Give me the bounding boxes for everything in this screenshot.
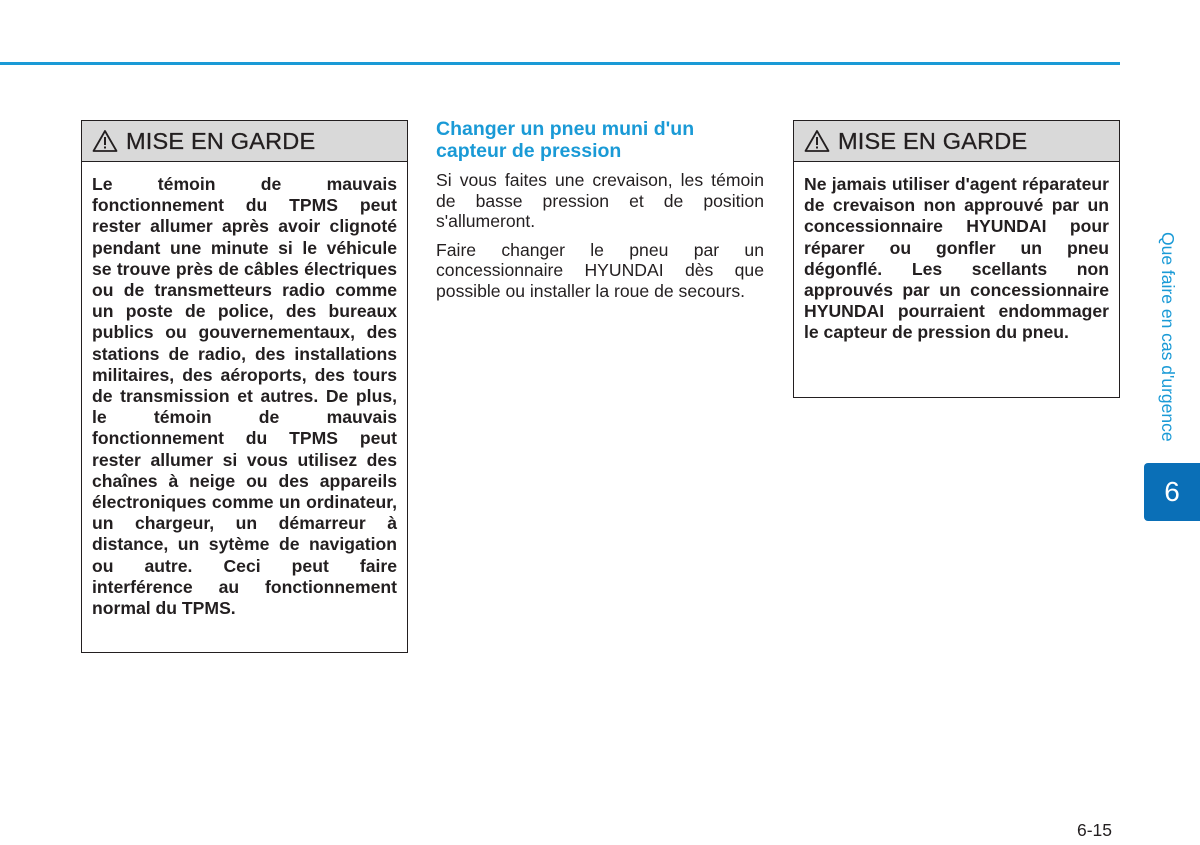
section-body — [436, 170, 764, 310]
header-rule — [0, 62, 1120, 65]
page-number: 6-15 — [1077, 820, 1113, 840]
warning-title: MISE EN GARDE — [838, 127, 1028, 154]
warning-box-right — [793, 120, 1120, 398]
warning-triangle-icon — [92, 129, 118, 153]
paragraph: Si vous faites une crevaison, les témoin de basse pression et de position s'allumeront. — [436, 170, 764, 232]
paragraph: Faire changer le pneu par un concessionnaire HYUNDAI dès que possible ou installer la roue de secours. — [436, 239, 764, 301]
warning-title: MISE EN GARDE — [126, 127, 316, 154]
chapter-tab: 6 — [1144, 463, 1200, 521]
warning-triangle-icon — [804, 129, 830, 153]
warning-header — [794, 121, 1119, 162]
warning-text: Ne jamais utiliser d'agent réparateur de crevaison non approuvé par un concessionnaire HYUNDAI pour réparer ou gonfler un pneu dégonflé. Les scellants non approuvés par un concessionnaire HYUNDAI pourraient endommager le capteur de pression du pneu. — [804, 174, 1109, 343]
warning-text: Le témoin de mauvais fonctionnement du TPMS peut rester allumer après avoir clignoté pendant une minute si le véhicule se trouve près de câbles électriques ou de transmetteurs radio comme un poste de police, des bureaux publics ou gouvernementaux, des stations de radio, des installations militaires, des aéroports, des tours de transmission et autres. De plus, le témoin de mauvais fonctionnement du TPMS peut rester allumer si vous utilisez des chaînes à neige ou des appareils électroniques comme un ordinateur, un chargeur, un démarreur à distance, un sytème de navigation ou autre. Ceci peut faire interférence au fonctionnement normal du TPMS. — [92, 174, 397, 619]
section-title: Changer un pneu muni d'un capteur de pression — [436, 118, 695, 162]
warning-header — [82, 121, 407, 162]
warning-box-left — [81, 120, 408, 653]
chapter-label: Que faire en cas d'urgence — [1158, 232, 1178, 442]
